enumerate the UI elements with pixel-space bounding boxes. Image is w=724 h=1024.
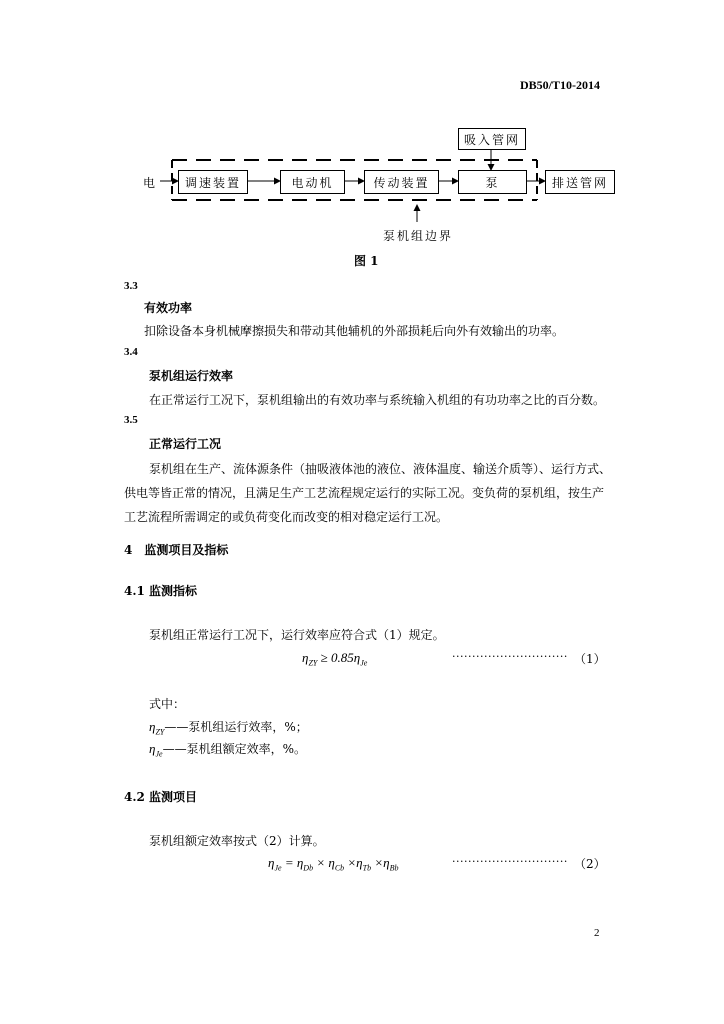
eq2-eta-je: η (268, 855, 275, 870)
equation-1-number: （1） (574, 652, 606, 666)
pump-unit-diagram (0, 0, 724, 280)
section-3-4-definition: 在正常运行工况下，泵机组输出的有效功率与系统输入机组的有功功率之比的百分数。 (149, 393, 606, 407)
document-code: DB50/T10-2014 (519, 78, 600, 92)
section-3-4-number: 3.4 (124, 346, 138, 358)
eq2-times-1: × η (313, 855, 335, 870)
eq1-sub-zy: ZY (308, 658, 318, 668)
section-4-1-title: 4.1 监测指标 (124, 584, 198, 598)
def2-sub: Je (155, 749, 163, 759)
motor-box: 电动机 (280, 170, 345, 194)
section-4-1-text: 泵机组正常运行工况下，运行效率应符合式（1）规定。 (149, 628, 445, 642)
section-3-3-term: 有效功率 (144, 301, 193, 315)
section-4-title: 4 监测项目及指标 (124, 543, 229, 557)
eq2-times-3: ×η (371, 855, 390, 870)
equation-1-leader-dots: ····························· (452, 650, 568, 663)
figure-caption: 图 1 (354, 254, 379, 268)
section-3-3-number: 3.3 (124, 280, 138, 292)
eq2-sub-tb: Tb (362, 863, 372, 873)
eq2-equals: = η (281, 855, 304, 870)
section-3-5-line-2: 供电等皆正常的情况，且满足生产工艺流程规定运行的实际工况。变负荷的泵机组，按生产 (124, 486, 605, 500)
def1-eta-symbol: η (149, 719, 156, 734)
def1-sub: ZY (155, 727, 165, 737)
eq2-times-2: ×η (344, 855, 363, 870)
outlet-network-box: 排送管网 (545, 170, 615, 194)
def2-text: ——泵机组额定效率，%。 (162, 742, 306, 756)
section-3-5-line-3: 工艺流程所需调定的或负荷变化而改变的相对稳定运行工况。 (124, 510, 449, 524)
definition-eta-je (149, 740, 306, 758)
section-3-5-term: 正常运行工况 (149, 437, 222, 451)
eq1-eta: η (302, 650, 309, 665)
page-number: 2 (594, 927, 600, 939)
eq2-sub-bb: Bb (389, 863, 399, 873)
speed-control-box: 调速装置 (178, 170, 248, 194)
def2-eta-symbol: η (149, 741, 156, 756)
def1-text: ——泵机组运行效率，%； (164, 720, 308, 734)
power-label: 电 (143, 176, 158, 190)
section-4-2-text: 泵机组额定效率按式（2）计算。 (149, 834, 325, 848)
section-3-3-definition: 扣除设备本身机械摩擦损失和带动其他辅机的外部损耗后向外有效输出的功率。 (144, 324, 565, 338)
section-3-5-number: 3.5 (124, 414, 138, 426)
eq1-sub-je: Je (360, 658, 368, 668)
section-4-2-title: 4.2 监测项目 (124, 790, 198, 804)
eq2-sub-db: Db (303, 863, 314, 873)
section-3-4-term: 泵机组运行效率 (149, 369, 234, 383)
equation-2-leader-dots: ····························· (452, 855, 568, 868)
transmission-box: 传动装置 (364, 170, 439, 194)
eq2-sub-cb: Cb (334, 863, 345, 873)
pump-unit-boundary-label: 泵机组边界 (383, 229, 454, 243)
pump-box: 泵 (458, 170, 527, 194)
equation-1 (302, 650, 367, 668)
equation-2-number: （2） (574, 857, 606, 871)
eq1-rhs: ≥ 0.85η (317, 650, 361, 665)
where-label: 式中： (149, 697, 186, 711)
section-3-5-line-1: 泵机组在生产、流体源条件（抽吸液体池的液位、液体温度、输送介质等）、运行方式、 (149, 462, 612, 476)
definition-eta-zy (149, 718, 308, 736)
equation-2 (268, 855, 398, 873)
inlet-network-box: 吸入管网 (458, 128, 526, 150)
eq2-sub-je: Je (274, 863, 282, 873)
